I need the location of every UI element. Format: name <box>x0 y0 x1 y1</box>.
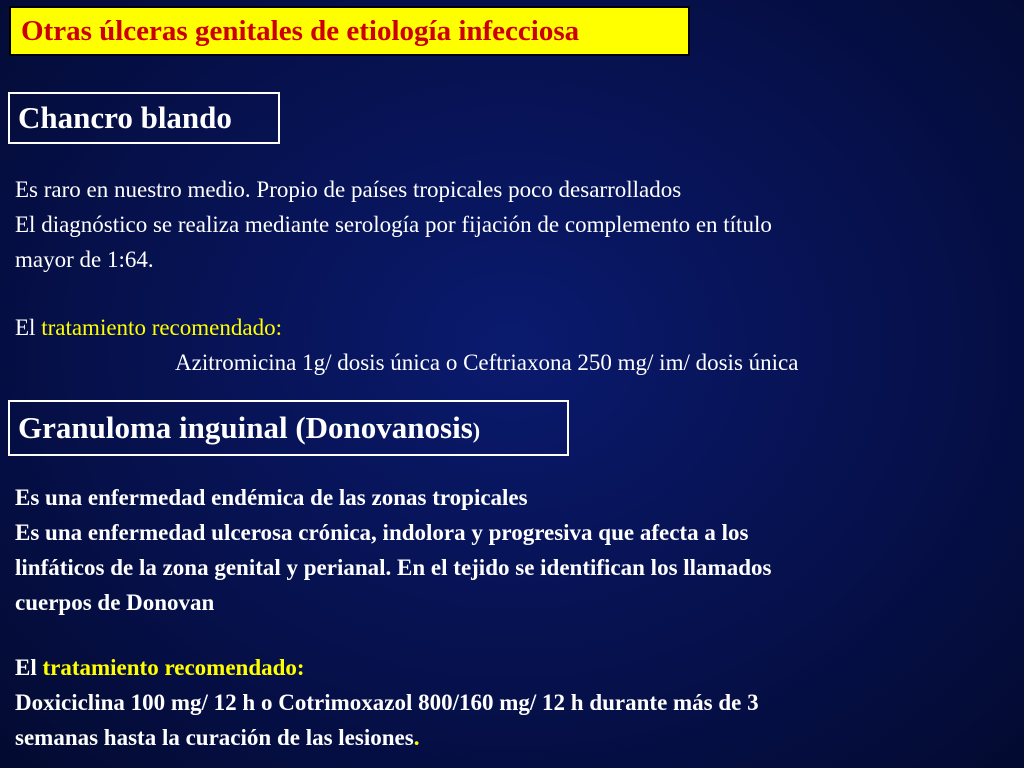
granuloma-treatment-label-line <box>15 650 1005 685</box>
chancro-line-2: El diagnóstico se realiza mediante serología por fijación de complemento en título <box>15 212 772 237</box>
section-heading-chancro <box>8 92 280 144</box>
granuloma-line-4: cuerpos de Donovan <box>15 590 215 615</box>
chancro-line-1: Es raro en nuestro medio. Propio de países tropicales poco desarrollados <box>15 177 682 202</box>
granuloma-treatment-prefix: El <box>15 655 43 680</box>
chancro-treatment-label: tratamiento recomendado: <box>41 315 282 340</box>
section-heading-granuloma-text <box>18 410 480 446</box>
granuloma-final-period: . <box>413 725 420 750</box>
slide-title: Otras úlceras genitales de etiología infecciosa <box>21 14 580 47</box>
slide-title-box <box>9 6 690 56</box>
granuloma-line-2: Es una enfermedad ulcerosa crónica, indolora y progresiva que afecta a los <box>15 520 749 545</box>
chancro-treatment <box>15 310 995 380</box>
granuloma-treatment-line-2: semanas hasta la curación de las lesiones <box>15 725 414 750</box>
chancro-treatment-prefix: El <box>15 315 42 340</box>
granuloma-treatment-line-2-wrap <box>15 720 1005 755</box>
section-heading-chancro-text: Chancro blando <box>18 100 232 135</box>
granuloma-treatment-line-1: Doxiciclina 100 mg/ 12 h o Cotrimoxazol 800/160 mg/ 12 h durante más de 3 <box>15 690 759 715</box>
granuloma-heading-paren: ) <box>472 418 481 443</box>
granuloma-treatment <box>15 650 1005 755</box>
granuloma-line-3: linfáticos de la zona genital y perianal. En el tejido se identifican los llamados <box>15 555 772 580</box>
granuloma-line-1: Es una enfermedad endémica de las zonas tropicales <box>15 485 528 510</box>
chancro-description <box>15 172 995 277</box>
granuloma-treatment-label: tratamiento recomendado: <box>42 655 305 680</box>
chancro-treatment-label-line <box>15 310 995 345</box>
granuloma-description <box>15 480 1005 620</box>
chancro-treatment-text: Azitromicina 1g/ dosis única o Ceftriaxona 250 mg/ im/ dosis única <box>175 350 799 375</box>
granuloma-heading-main: Granuloma inguinal (Donovanosis <box>18 410 473 445</box>
section-heading-granuloma <box>8 400 569 456</box>
chancro-line-3: mayor de 1:64. <box>15 247 154 272</box>
